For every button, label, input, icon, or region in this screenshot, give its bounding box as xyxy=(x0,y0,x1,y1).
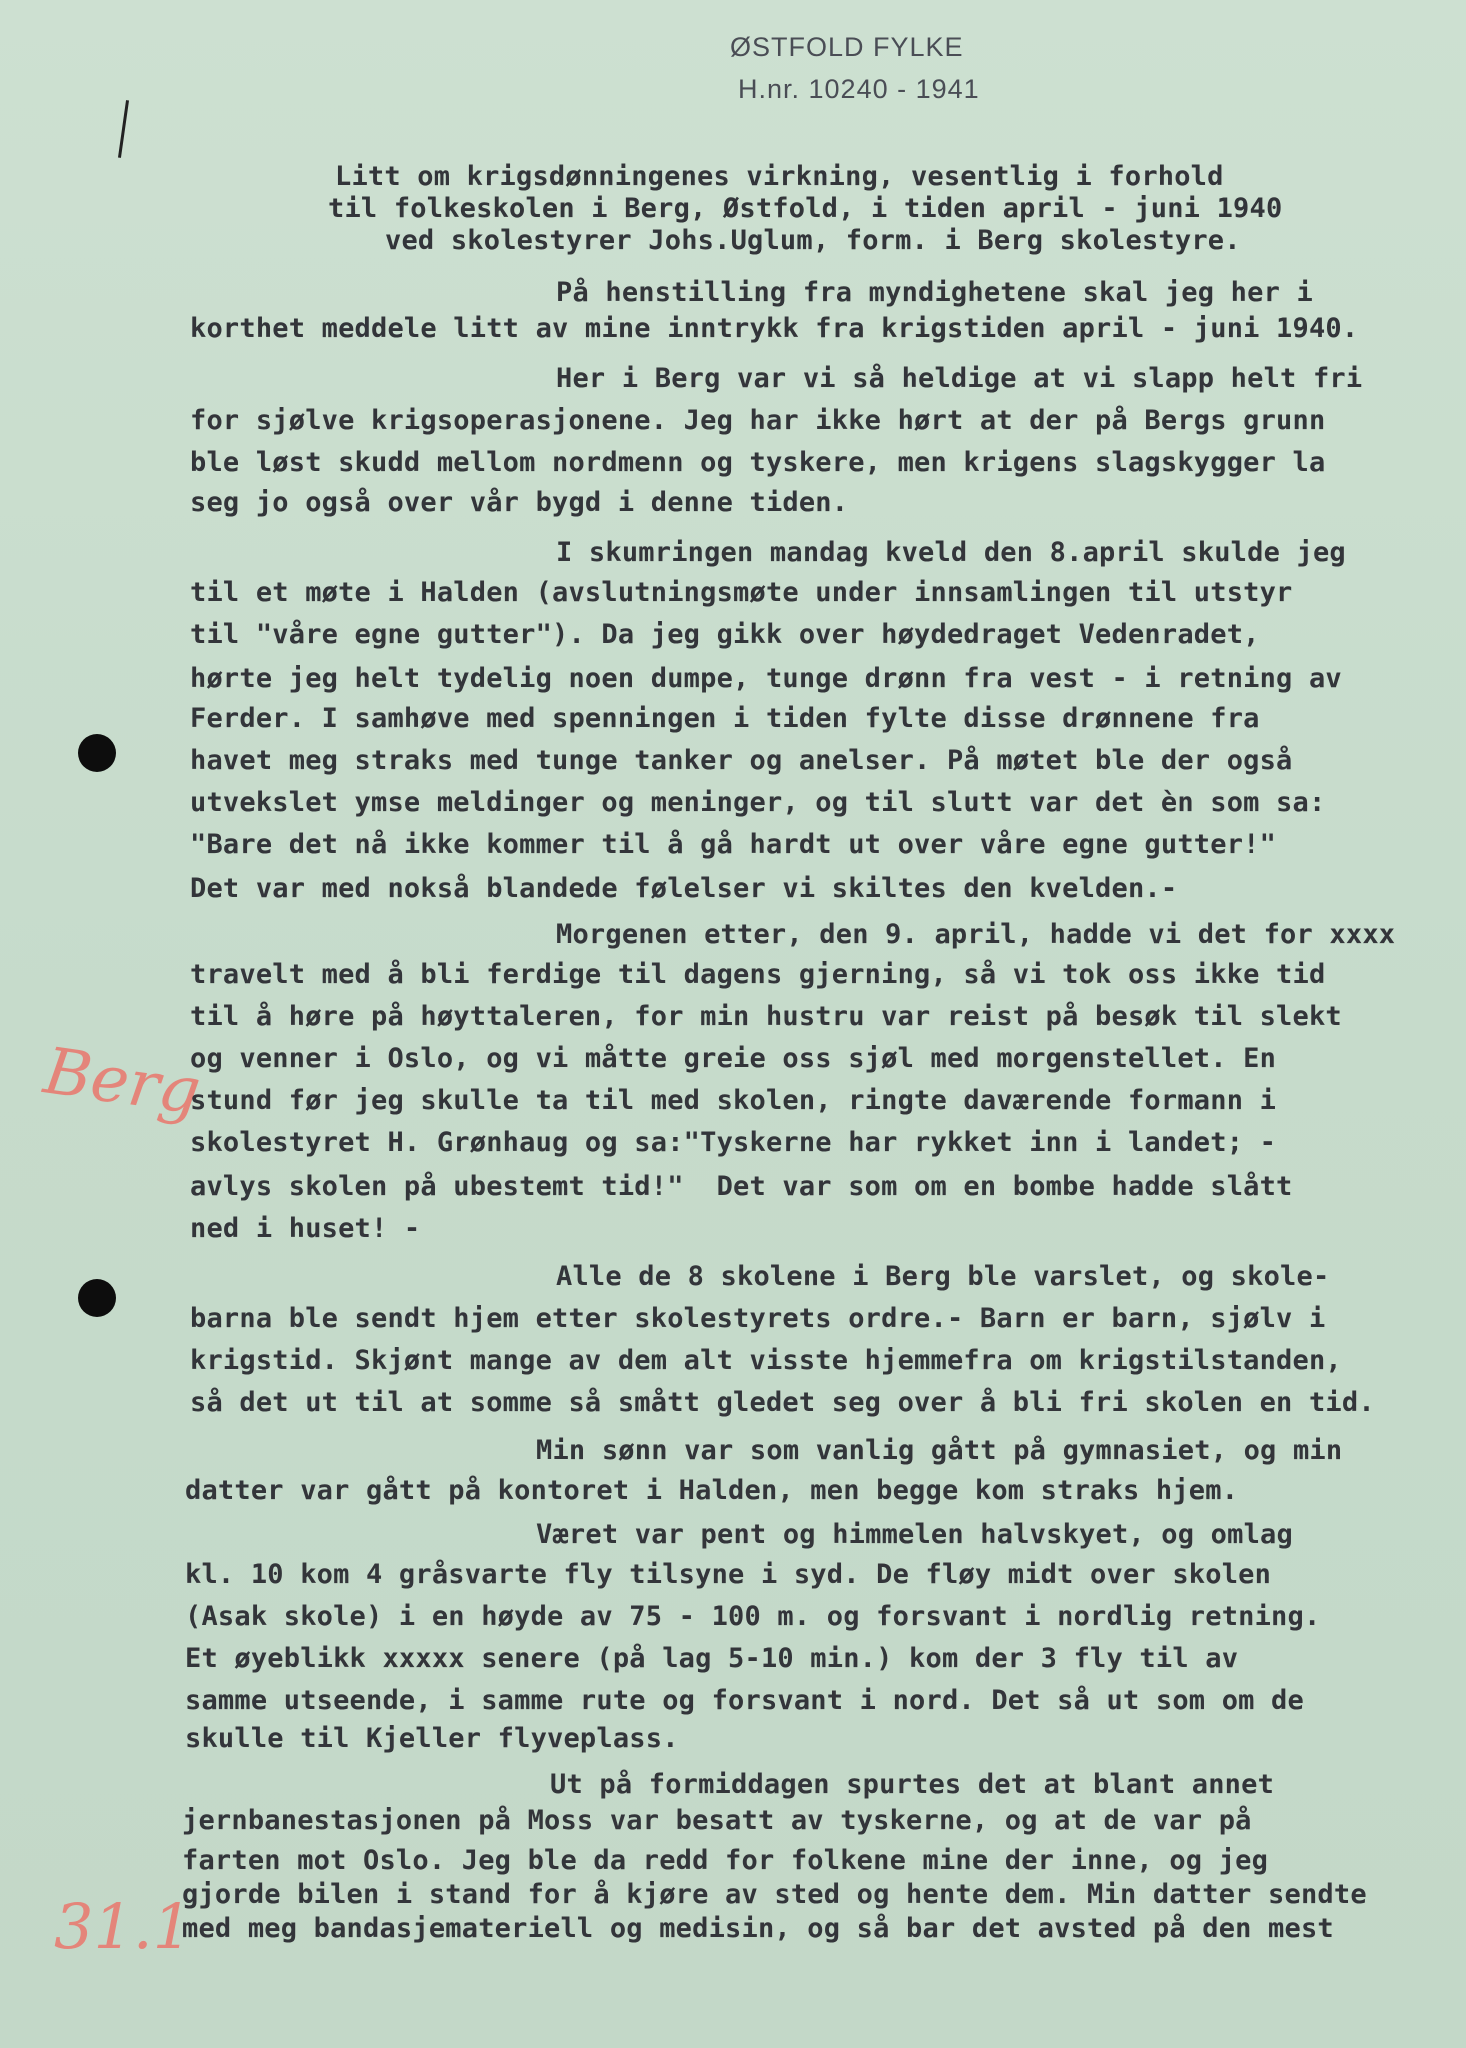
body-line: med meg bandasjemateriell og medisin, og så bar det avsted på den mest xyxy=(182,1913,1334,1944)
body-line: til å høre på høyttaleren, for min hustru var reist på besøk til slekt xyxy=(190,1001,1342,1032)
body-line: Her i Berg var vi så heldige at vi slapp helt fri xyxy=(556,363,1363,394)
margin-note-place: Berg xyxy=(39,1034,205,1130)
body-line: korthet meddele litt av mine inntrykk fra krigstiden april - juni 1940. xyxy=(190,313,1359,344)
body-line: farten mot Oslo. Jeg ble da redd for folkene mine der inne, og jeg xyxy=(182,1845,1269,1876)
body-line: hørte jeg helt tydelig noen dumpe, tunge drønn fra vest - i retning av xyxy=(190,663,1342,694)
body-line: og venner i Oslo, og vi måtte greie oss sjøl med morgenstellet. En xyxy=(190,1043,1277,1074)
body-line: (Asak skole) i en høyde av 75 - 100 m. og forsvant i nordlig retning. xyxy=(185,1601,1321,1632)
body-line: for sjølve krigsoperasjonene. Jeg har ikke hørt at der på Bergs grunn xyxy=(190,405,1326,436)
body-line: "Bare det nå ikke kommer til å gå hardt ut over våre egne gutter!" xyxy=(190,829,1277,860)
body-line: Et øyeblikk xxxxx senere (på lag 5-10 min.) kom der 3 fly til av xyxy=(185,1643,1239,1674)
body-line: utvekslet ymse meldinger og meninger, og til slutt var det èn som sa: xyxy=(190,787,1326,818)
body-line: havet meg straks med tunge tanker og anelser. På møtet ble der også xyxy=(190,745,1293,776)
body-line: skolestyret H. Grønhaug og sa:"Tyskerne har rykket inn i landet; - xyxy=(190,1127,1277,1158)
punch-hole-top xyxy=(78,734,116,772)
body-line: barna ble sendt hjem etter skolestyrets ordre.- Barn er barn, sjølv i xyxy=(190,1303,1326,1334)
body-line: travelt med å bli ferdige til dagens gjerning, så vi tok oss ikke tid xyxy=(190,959,1326,990)
body-line: avlys skolen på ubestemt tid!" Det var som om en bombe hadde slått xyxy=(190,1171,1293,1202)
body-line: Ferder. I samhøve med spenningen i tiden fylte disse drønnene fra xyxy=(190,703,1260,734)
body-line: ble løst skudd mellom nordmenn og tyskere, men krigens slagskygger la xyxy=(190,447,1326,478)
body-line: til "våre egne gutter"). Da jeg gikk over høydedraget Vedenradet, xyxy=(190,619,1260,650)
body-line: så det ut til at somme så smått gledet seg over å bli fri skolen en tid. xyxy=(190,1387,1375,1418)
body-line: ned i huset! - xyxy=(190,1213,421,1244)
margin-note-folio: 31.1 xyxy=(54,1890,193,1963)
body-line: stund før jeg skulle ta til med skolen, ringte daværende formann i xyxy=(190,1085,1277,1116)
body-line: gjorde bilen i stand for å kjøre av sted og hente dem. Min datter sendte xyxy=(182,1879,1367,1910)
body-line: seg jo også over vår bygd i denne tiden. xyxy=(190,487,849,518)
body-line: kl. 10 kom 4 gråsvarte fly tilsyne i syd. De fløy midt over skolen xyxy=(185,1559,1272,1590)
body-line: I skumringen mandag kveld den 8.april skulde jeg xyxy=(556,537,1346,568)
title-line: ved skolestyrer Johs.Uglum, form. i Berg skolestyre. xyxy=(385,225,1241,256)
body-line: til et møte i Halden (avslutningsmøte under innsamlingen til utstyr xyxy=(190,577,1293,608)
body-line: Ut på formiddagen spurtes det at blant annet xyxy=(550,1769,1275,1800)
body-line: samme utseende, i samme rute og forsvant i nord. Det så ut som om de xyxy=(185,1685,1304,1716)
archive-stamp-county: ØSTFOLD FYLKE xyxy=(730,32,964,62)
archive-stamp-ref: H.nr. 10240 - 1941 xyxy=(738,74,980,104)
body-line: Det var med nokså blandede følelser vi skiltes den kvelden.- xyxy=(190,873,1178,904)
body-line: datter var gått på kontoret i Halden, men begge kom straks hjem. xyxy=(185,1475,1239,1506)
body-line: Morgenen etter, den 9. april, hadde vi det for xxxx xyxy=(556,919,1396,950)
body-line: skulle til Kjeller flyveplass. xyxy=(185,1723,679,1754)
body-line: Min sønn var som vanlig gått på gymnasiet, og min xyxy=(536,1435,1343,1466)
punch-hole-bottom xyxy=(78,1279,116,1317)
title-line: Litt om krigsdønningenes virkning, vesentlig i forhold xyxy=(335,161,1224,192)
body-line: Alle de 8 skolene i Berg ble varslet, og skole- xyxy=(556,1261,1330,1292)
body-line: På henstilling fra myndighetene skal jeg her i xyxy=(556,277,1313,308)
body-line: Været var pent og himmelen halvskyet, og omlag xyxy=(536,1519,1293,1550)
pencil-mark xyxy=(118,100,129,158)
body-line: krigstid. Skjønt mange av dem alt visste hjemmefra om krigstilstanden, xyxy=(190,1345,1342,1376)
title-line: til folkeskolen i Berg, Østfold, i tiden april - juni 1940 xyxy=(328,193,1283,224)
body-line: jernbanestasjonen på Moss var besatt av tyskerne, og at de var på xyxy=(182,1805,1252,1836)
